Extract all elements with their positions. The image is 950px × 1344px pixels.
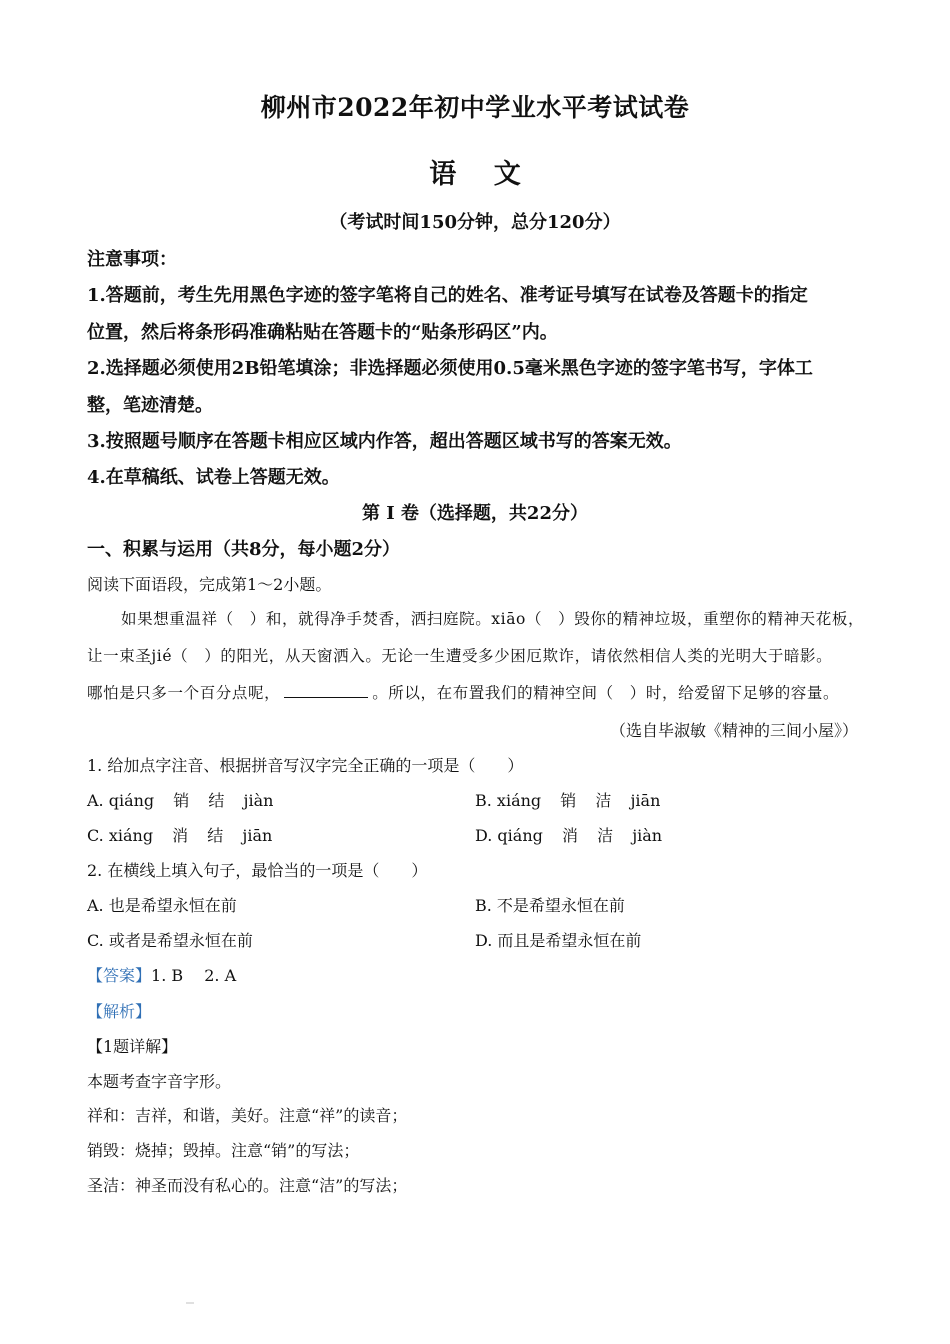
- detail-line: 祥和：吉祥，和谐，美好。注意“祥”的读音；: [87, 1106, 408, 1125]
- question-stem: 1. 给加点字注音、根据拼音写汉字完全正确的一项是（ ）: [87, 756, 524, 775]
- option-a: A. 也是希望永恒在前: [87, 896, 237, 915]
- notice-line: 3.按照题号顺序在答题卡相应区域内作答，超出答题区域书写的答案无效。: [87, 431, 682, 452]
- notice-line: 4.在草稿纸、试卷上答题无效。: [87, 467, 340, 488]
- option-word: jiàn: [632, 826, 663, 845]
- page-mark: [186, 1302, 194, 1304]
- notice-heading: 注意事项：: [87, 249, 177, 270]
- option-word: 结: [208, 791, 225, 810]
- subject-char-2: 文: [493, 159, 521, 190]
- option-c: [87, 823, 272, 846]
- section-title: 第 Ⅰ 卷（选择题，共22分）: [361, 503, 588, 524]
- subject-title: [0, 152, 950, 191]
- notice-line: 2.选择题必须使用2B铅笔填涂；非选择题必须使用0.5毫米黑色字迹的签字笔书写，字体工: [87, 358, 813, 379]
- passage-line: 如果想重温祥（ ）和，就得净手焚香，洒扫庭院。xiāo（ ）毁你的精神垃圾，重塑你的精神天花板，: [121, 610, 865, 628]
- exam-info: （考试时间150分钟，总分120分）: [329, 212, 621, 233]
- answer-line: [87, 963, 236, 986]
- passage-line: [87, 681, 839, 703]
- passage-source: （选自毕淑敏《精神的三间小屋》）: [609, 721, 858, 740]
- subject-char-1: 语: [429, 159, 457, 190]
- passage-line: 让一束圣jié（ ）的阳光，从天窗洒入。无论一生遭受多少困厄欺诈，请依然相信人类的光明大于暗影。: [87, 647, 833, 665]
- notice-line: 整，笔迹清楚。: [87, 395, 213, 416]
- option-b: [475, 788, 660, 811]
- option-word: 洁: [597, 826, 614, 845]
- detail-line: 圣洁：神圣而没有私心的。注意“洁”的写法；: [87, 1176, 408, 1195]
- exam-title: 柳州市2022年初中学业水平考试试卷: [260, 93, 690, 122]
- option-word: jiàn: [243, 791, 274, 810]
- option-label: B. xiáng: [475, 791, 542, 810]
- option-label: A. qiáng: [87, 791, 155, 810]
- option-d: D. 而且是希望永恒在前: [475, 931, 642, 950]
- option-word: 销: [560, 791, 577, 810]
- notice-line: 1.答题前，考生先用黑色字迹的签字笔将自己的姓名、准考证号填写在试卷及答题卡的指定: [87, 285, 808, 306]
- option-word: 结: [207, 826, 224, 845]
- detail-line: 销毁：烧掉；毁掉。注意“销”的写法；: [87, 1141, 360, 1160]
- passage-text: 哪怕是只多一个百分点呢，: [87, 684, 281, 702]
- passage-text: 。所以，在布置我们的精神空间（ ）时，给爱留下足够的容量。: [372, 684, 840, 702]
- option-c: C. 或者是希望永恒在前: [87, 931, 253, 950]
- detail-line: 本题考查字音字形。: [87, 1072, 232, 1091]
- option-b: B. 不是希望永恒在前: [475, 896, 625, 915]
- answer-text: 1. B 2. A: [151, 966, 237, 985]
- option-word: jiān: [630, 791, 661, 810]
- notice-line: 位置，然后将条形码准确粘贴在答题卡的“贴条形码区”内。: [87, 322, 558, 343]
- detail-heading: 【1题详解】: [87, 1037, 178, 1056]
- option-d: [475, 823, 662, 846]
- option-label: D. qiáng: [475, 826, 543, 845]
- option-word: 洁: [595, 791, 612, 810]
- fill-blank: [284, 683, 368, 698]
- option-word: 销: [173, 791, 190, 810]
- option-word: jiān: [242, 826, 273, 845]
- question-stem: 2. 在横线上填入句子，最恰当的一项是（ ）: [87, 861, 428, 880]
- option-word: 消: [172, 826, 189, 845]
- part-title: 一、积累与运用（共8分，每小题2分）: [87, 539, 401, 560]
- reading-instruction: 阅读下面语段，完成第1～2小题。: [87, 575, 332, 594]
- analysis-tag: 【解析】: [87, 1002, 152, 1021]
- option-word: 消: [561, 826, 578, 845]
- option-a: [87, 788, 273, 811]
- answer-tag: 【答案】: [87, 966, 152, 985]
- option-label: C. xiáng: [87, 826, 154, 845]
